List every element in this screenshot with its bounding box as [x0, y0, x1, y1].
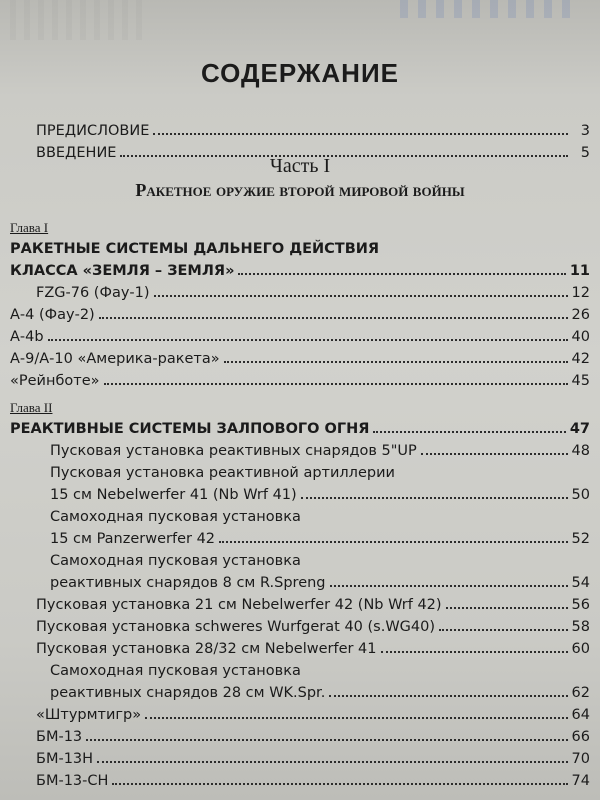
toc-entry	[10, 700, 590, 722]
chapter-heading-page: 11	[569, 262, 590, 279]
chapter-heading	[10, 256, 590, 278]
bleed-through-right	[400, 0, 580, 18]
toc-entry-text: Пусковая установка реактивной артиллерии	[50, 464, 395, 481]
toc-entry-page: 66	[571, 728, 590, 745]
toc-entry-text: Самоходная пусковая установка	[50, 662, 301, 679]
toc-entry	[10, 366, 590, 388]
toc-entry-page: 48	[571, 442, 590, 459]
toc-entry-text: Пусковая установка 28/32 см Nebelwerfer 41	[36, 640, 377, 657]
toc-entry-text: реактивных снарядов 28 см WK.Spr.	[50, 684, 326, 701]
dot-leader	[301, 496, 568, 499]
toc-entry-page: 52	[571, 530, 590, 547]
toc-entry-page: 40	[571, 328, 590, 345]
toc-entry-page: 45	[571, 372, 590, 389]
dot-leader	[446, 606, 568, 609]
dot-leader	[112, 782, 567, 785]
toc-entry-text: реактивных снарядов 8 см R.Spreng	[50, 574, 326, 591]
toc-entry	[10, 480, 590, 502]
toc-entry-text: А-4b	[10, 328, 44, 345]
toc-entry-page: 54	[571, 574, 590, 591]
dot-leader	[421, 452, 568, 455]
part-title: Часть I	[269, 155, 331, 177]
dot-leader	[219, 540, 568, 543]
chapter-label: Глава II	[10, 400, 53, 415]
toc-entry-page: 12	[571, 284, 590, 301]
toc-entry-text: ПРЕДИСЛОВИЕ	[36, 122, 150, 139]
chapter-heading-text: РЕАКТИВНЫЕ СИСТЕМЫ ЗАЛПОВОГО ОГНЯ	[10, 420, 370, 437]
chapter-heading	[10, 234, 590, 256]
toc-entry-text: «Штурмтигр»	[36, 706, 142, 723]
toc-entry	[10, 322, 590, 344]
toc-entry-text: А-9/А-10 «Америка-ракета»	[10, 350, 220, 367]
toc-entry	[10, 590, 590, 612]
part-subtitle: Ракетное оружие второй мировой войны	[135, 180, 465, 200]
toc-entry	[10, 678, 590, 700]
toc-entry	[10, 744, 590, 766]
toc-entry	[10, 568, 590, 590]
dot-leader	[153, 132, 568, 135]
toc-entry	[10, 436, 590, 458]
toc-entry-text: Пусковая установка 21 см Nebelwerfer 42 (Nb Wrf 42)	[36, 596, 442, 613]
toc-entry-page: 60	[571, 640, 590, 657]
chapter-heading-text: РАКЕТНЫЕ СИСТЕМЫ ДАЛЬНЕГО ДЕЙСТВИЯ	[10, 240, 380, 257]
toc-entry-page: 5	[580, 144, 590, 161]
toc-entry-page: 42	[571, 350, 590, 367]
toc-entry-text: Пусковая установка реактивных снарядов 5"UP	[50, 442, 417, 459]
dot-leader	[439, 628, 568, 631]
toc-entry-page: 64	[571, 706, 590, 723]
chapter-heading-page: 47	[569, 420, 590, 437]
dot-leader	[104, 382, 568, 385]
dot-leader	[381, 650, 568, 653]
toc-entry	[10, 656, 590, 678]
toc-entry-preface	[10, 116, 590, 138]
chapter-label: Глава I	[10, 220, 49, 235]
toc-entry	[10, 502, 590, 524]
toc-entry-page: 62	[571, 684, 590, 701]
toc-entry-page: 70	[571, 750, 590, 767]
toc-entry-page: 50	[571, 486, 590, 503]
toc-entry-page: 58	[571, 618, 590, 635]
toc-entry	[10, 722, 590, 744]
toc-entry-text: БМ-13-СН	[36, 772, 109, 789]
toc-entry-text: Пусковая установка schweres Wurfgerat 40 (s.WG40)	[36, 618, 436, 635]
toc-entry-text: Самоходная пусковая установка	[50, 552, 301, 569]
toc-entry-page: 3	[580, 122, 590, 139]
dot-leader	[97, 760, 568, 763]
toc-entry	[10, 524, 590, 546]
dot-leader	[224, 360, 568, 363]
toc-entry-text: А-4 (Фау-2)	[10, 306, 95, 323]
dot-leader	[238, 272, 565, 275]
dot-leader	[329, 694, 567, 697]
toc-entry	[10, 458, 590, 480]
toc-entry-text: 15 см Panzerwerfer 42	[50, 530, 216, 547]
bleed-through-left	[10, 0, 150, 40]
toc-entry-text: БМ-13	[36, 728, 83, 745]
toc-entry-page: 74	[571, 772, 590, 789]
toc-entry	[10, 278, 590, 300]
dot-leader	[330, 584, 568, 587]
toc-entry-text: 15 см Nebelwerfer 41 (Nb Wrf 41)	[50, 486, 297, 503]
dot-leader	[154, 294, 568, 297]
dot-leader	[86, 738, 567, 741]
toc-entry-page: 26	[571, 306, 590, 323]
dot-leader	[145, 716, 567, 719]
toc-entry	[10, 634, 590, 656]
toc-entry-text: Самоходная пусковая установка	[50, 508, 301, 525]
toc-entry	[10, 612, 590, 634]
toc-entry	[10, 766, 590, 788]
toc-entry-text: БМ-13Н	[36, 750, 94, 767]
dot-leader	[48, 338, 568, 341]
toc-entry	[10, 546, 590, 568]
chapter-heading-text: КЛАССА «ЗЕМЛЯ – ЗЕМЛЯ»	[10, 262, 235, 279]
page-title: СОДЕРЖАНИЕ	[201, 58, 399, 88]
chapter-heading	[10, 414, 590, 436]
dot-leader	[373, 430, 565, 433]
toc-entry-text: ВВЕДЕНИЕ	[36, 144, 117, 161]
toc-entry	[10, 300, 590, 322]
toc-entry-page: 56	[571, 596, 590, 613]
toc-entry-text: «Рейнботе»	[10, 372, 100, 389]
dot-leader	[99, 316, 568, 319]
toc-entry-text: FZG-76 (Фау-1)	[36, 284, 150, 301]
toc-entry	[10, 344, 590, 366]
